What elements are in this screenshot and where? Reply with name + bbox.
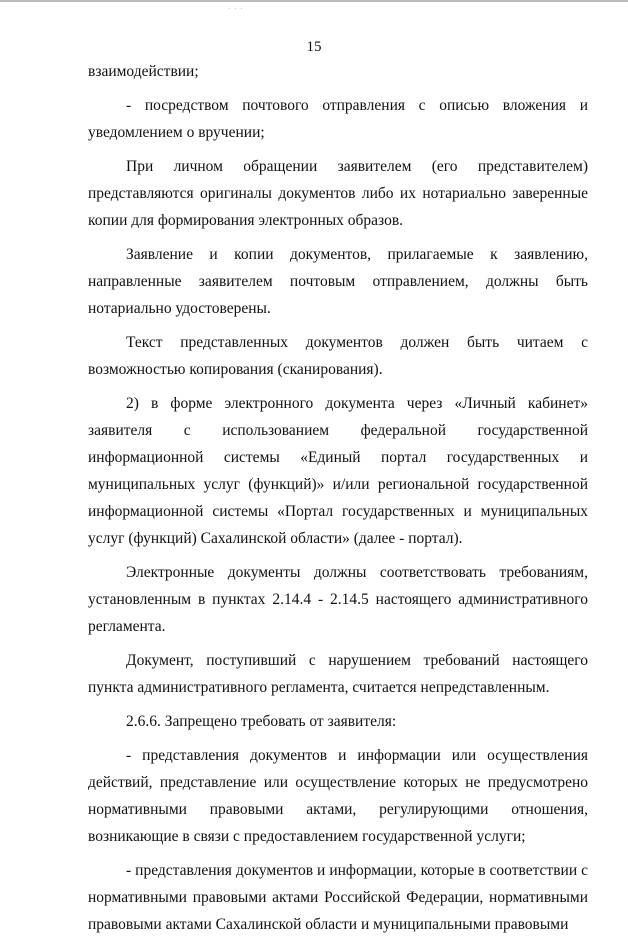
paragraph-continuation: взаимодействии; [88, 63, 199, 80]
paragraph-section-2-6-6: 2.6.6. Запрещено требовать от заявителя: [126, 713, 397, 730]
paragraph-personal-appeal: При личном обращении заявителем (его представителем) представляются оригиналы документов либо их нотариально заверенные копии для формирования электронных образов. [88, 158, 588, 229]
paragraph-prohibited-item-1: - представления документов и информации или осуществления действий, представление или осуществление которых не предусмотрено нормативными правовыми актами, регулирующими отношения, возникающие в связи с предоставлением государственной услуги; [88, 747, 588, 845]
page-top-edge [0, 0, 628, 2]
paragraph-prohibited-item-2: - представления документов и информации, которые в соответствии с нормативными правовыми актами Российской Федерации, нормативными правовыми актами Сахалинской области и муниципальными правовыми [88, 862, 588, 933]
paragraph-electronic-form: 2) в форме электронного документа через «Личный кабинет» заявителя с использованием федеральной государственной информационной системы «Единый портал государственных и муниципальных услуг (функций)» и/или региональной государственной информационной системы «Портал государственных и муниципальных услуг (функций) Сахалинской области» (далее - портал). [88, 395, 588, 547]
paragraph-readable-text: Текст представленных документов должен быть читаем с возможностью копирования (сканирования). [88, 334, 588, 378]
paragraph-notarized-copies: Заявление и копии документов, прилагаемые к заявлению, направленные заявителем почтовым отправлением, должны быть нотариально удостоверены. [88, 246, 588, 317]
page-number: 15 [306, 39, 322, 55]
paragraph-not-submitted: Документ, поступивший с нарушением требований настоящего пункта административного регламента, считается непредставленным. [88, 652, 588, 696]
document-body [88, 58, 588, 945]
paragraph-electronic-requirements: Электронные документы должны соответствовать требованиям, установленным в пунктах 2.14.4 - 2.14.5 настоящего административного регламента. [88, 564, 588, 635]
paragraph-postal-item: - посредством почтового отправления с описью вложения и уведомлением о вручении; [88, 97, 588, 141]
scan-noise: · · · [228, 5, 244, 13]
